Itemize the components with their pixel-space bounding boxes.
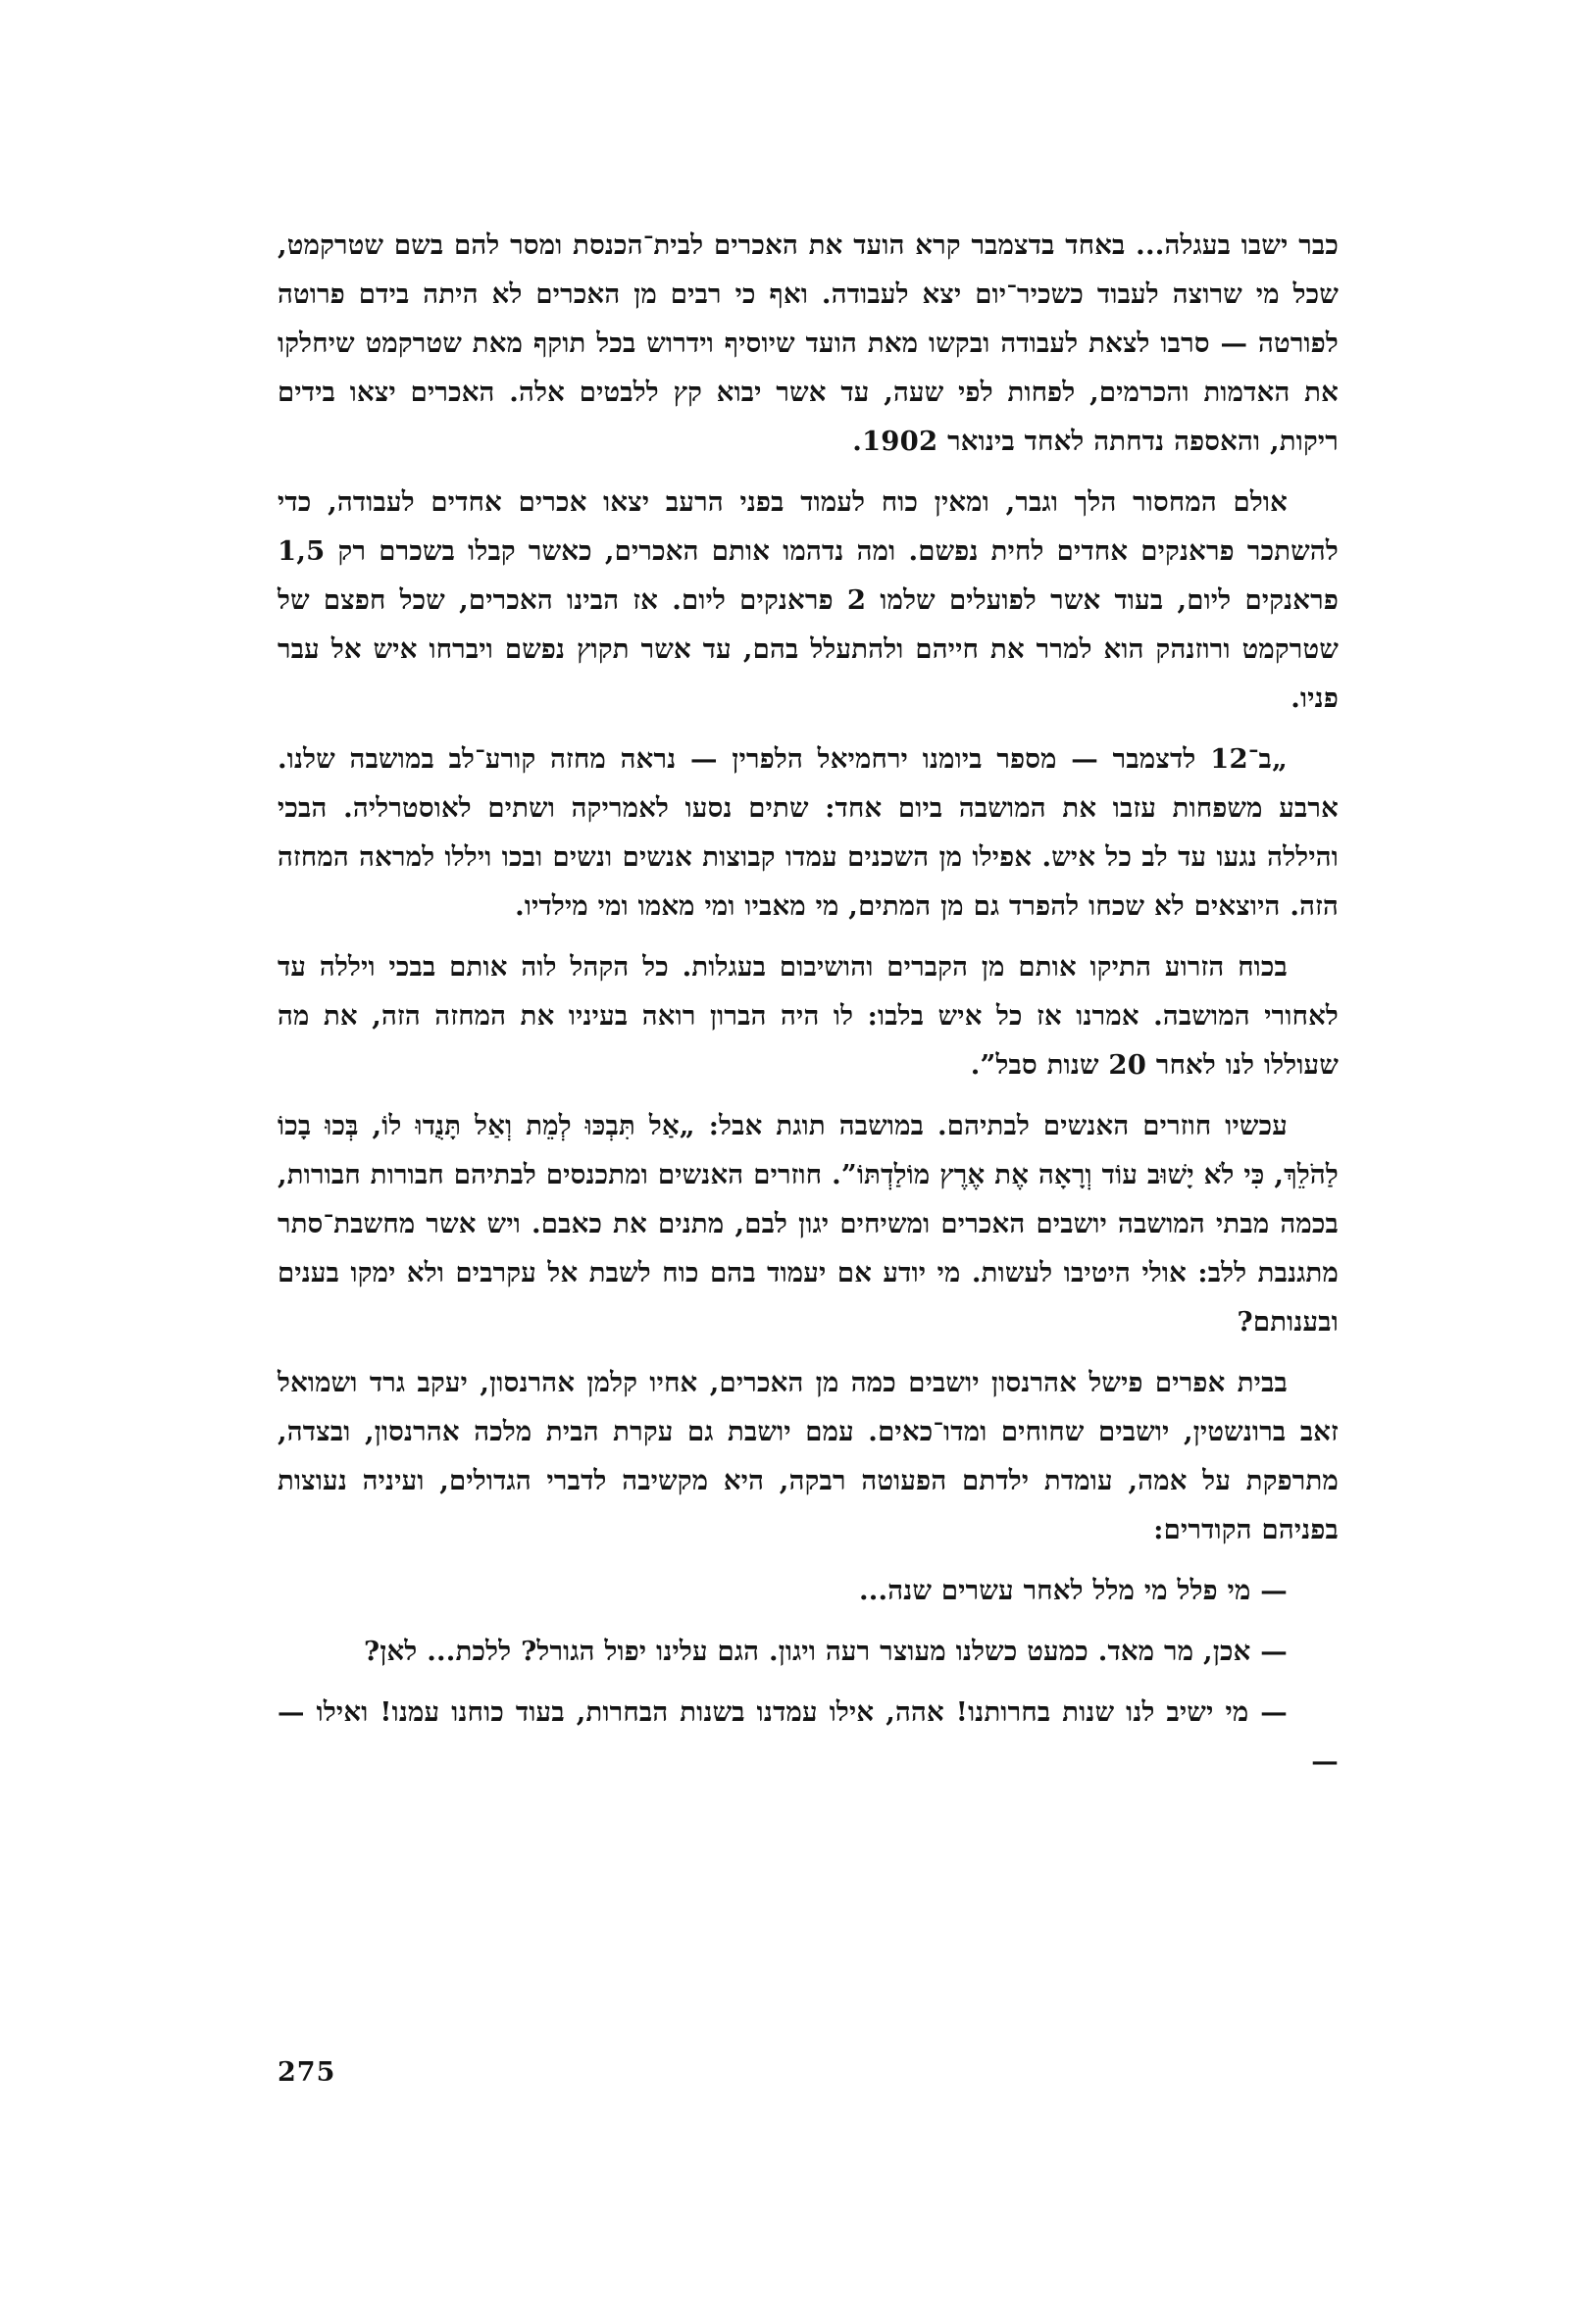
paragraph-2: אולם המחסור הלך וגבר, ומאין כוח לעמוד בפני הרעב יצאו אכרים אחדים לעבודה, כדי להשתכר פראנקים אחדים לחית נפשם. ומה נדהמו אותם האכרים, כאשר קבלו בשכרם רק 1,5 פראנקים ליום, בעוד אשר לפועלים שלמו 2 פראנקים ליום. אז הבינו האכרים, שכל חפצם של שטרקמט ורוזנהק הוא למרר את חייהם ולהתעלל בהם, עד אשר תקוץ נפשם ויברחו איש אל עבר פניו. (278, 486, 1340, 714)
paragraph-4: בכוח הזרוע התיקו אותם מן הקברים והושיבום בעגלות. כל הקהל לוה אותם בבכי ויללה עד לאחורי המושבה. אמרנו אז כל איש בלבו: לו היה הברון רואה בעיניו את המחזה הזה, את מה שעוללו לנו לאחר 20 שנות סבל”. (278, 951, 1339, 1081)
dialogue-line-1: — מי פלל מי מלל לאחר עשרים שנה... (858, 1575, 1288, 1606)
paragraph-1: כבר ישבו בעגלה... באחד בדצמבר קרא הועד את האכרים לבית־הכנסת ומסר להם בשם שטרקמט, שכל מי שרוצה לעבוד כשכיר־יום יצא לעבודה. ואף כי רבים מן האכרים לא היתה בידם פרוטה לפורטה — סרבו לצאת לעבודה ובקשו מאת הועד שיוסיף וידרוש בכל תוקף מאת שטרקמט שיחלקו את האדמות והכרמים, לפחות לפי שעה, עד אשר יבוא קץ ללבטים אלה. האכרים יצאו בידים ריקות, והאספה נדחתה לאחד בינואר 1902. (278, 229, 1339, 457)
paragraph-3: „ב־12 לדצמבר — מספר ביומנו ירחמיאל הלפרין — נראה מחזה קורע־לב במושבה שלנו. ארבע משפחות עזבו את המושבה ביום אחד: שתים נסעו לאמריקה ושתים לאוסטרליה. הבכי והיללה נגעו עד לב כל איש. אפילו מן השכנים עמדו קבוצות אנשים ונשים ובכו ויללו למראה המחזה הזה. היוצאים לא שכחו להפרד גם מן המתים, מי מאביו ומי מאמו ומי מילדיו. (278, 743, 1339, 922)
paragraph-5: עכשיו חוזרים האנשים לבתיהם. במושבה תוגת אבל: „אַל תִּבְכּוּ לְמֵת וְאַל תָּנֻדוּ לוֹ, בְּכוּ בָכוֹ לַהֹלֵךְ, כִּי לֹא יָשׁוּב עוֹד וְרָאָה אֶת אֶרֶץ מוֹלַדְתּוֹ”. חוזרים האנשים ומתכנסים לבתיהם חבורות חבורות, בכמה מבתי המושבה יושבים האכרים ומשיחים יגון לבם, מתנים את כאבם. ויש אשר מחשבת־סתר מתגנבת ללב: אולי היטיבו לעשות. מי יודע אם יעמוד בהם כוח לשבת אל עקרבים ולא ימקו בענים ובענותם? (278, 1110, 1339, 1338)
paragraph-6: בבית אפרים פישל אהרנסון יושבים כמה מן האכרים, אחיו קלמן אהרנסון, יעקב גרד ושמואל זאב ברונשטין, יושבים שחוחים ומדו־כאים. עמם יושבת גם עקרת הבית מלכה אהרנסון, ובצדה, מתרפקת על אמה, עומדת ילדתם הפעוטה רבקה, היא מקשיבה לדברי הגדולים, ועיניה נעוצות בפניהם הקודרים: (278, 1367, 1339, 1545)
dialogue-line-3: — מי ישיב לנו שנות בחרותנו! אהה, אילו עמדנו בשנות הבחרות, בעוד כוחנו עמנו! ואילו — — (278, 1696, 1339, 1777)
body-text (278, 221, 1339, 1797)
page-number: 275 (278, 2057, 336, 2088)
dialogue-line-2: — אכן, מר מאד. כמעט כשלנו מעוצר רעה ויגון. הגם עלינו יפול הגורל? ללכת... לאן? (364, 1636, 1288, 1667)
